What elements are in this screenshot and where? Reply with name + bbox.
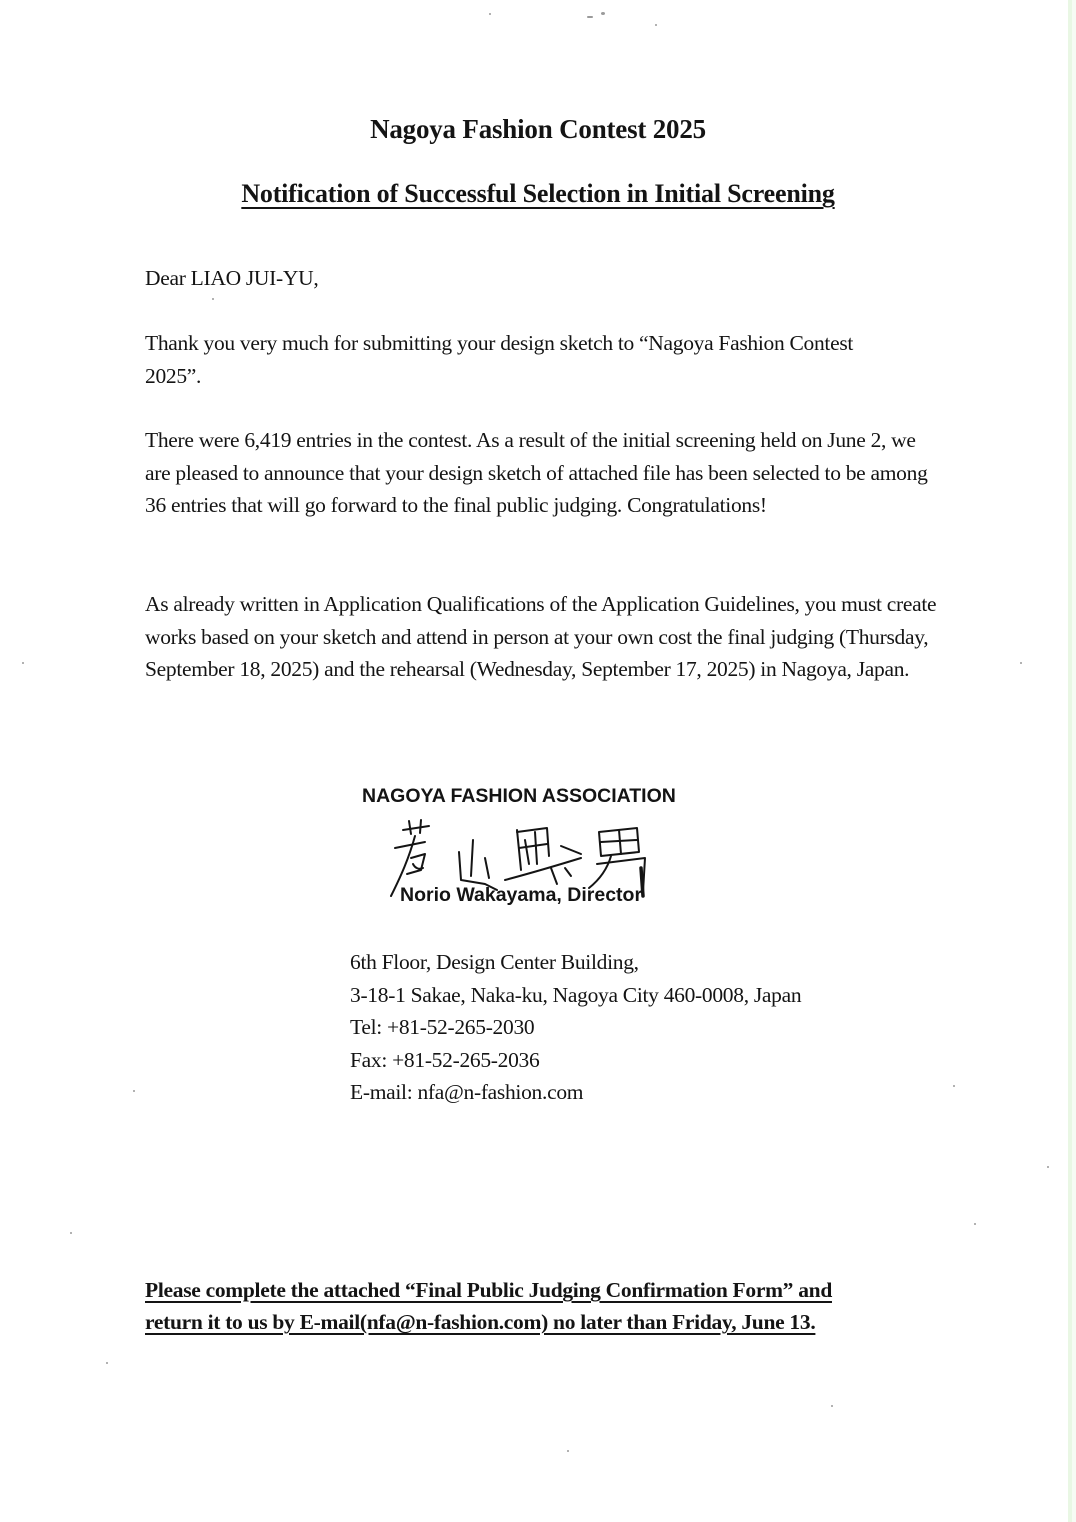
scan-speck <box>831 1405 833 1407</box>
organization-name: NAGOYA FASHION ASSOCIATION <box>362 785 676 807</box>
scan-speck <box>70 1232 72 1234</box>
scan-speck <box>106 1362 108 1364</box>
scan-speck <box>212 298 214 300</box>
signer-name: Norio Wakayama, Director <box>400 884 643 906</box>
fax: Fax: +81-52-265-2036 <box>350 1047 540 1072</box>
paragraph-selection: There were 6,419 entries in the contest. As a result of the initial screening held on June 2, we are pleased to announce that your design sketch of attached file has been selected to be among 36 entries that will go forward to the final public judging. Congratulations! <box>145 428 928 517</box>
scan-speck <box>489 13 491 15</box>
address-line-1: 6th Floor, Design Center Building, <box>350 950 639 974</box>
scan-speck <box>953 1085 955 1087</box>
scan-speck <box>601 12 605 15</box>
address-block <box>350 946 801 1109</box>
email: E-mail: nfa@n-fashion.com <box>350 1080 584 1104</box>
notice-line-1: Please complete the attached “Final Public Judging Confirmation Form” and <box>145 1278 832 1302</box>
scan-speck <box>1020 662 1022 664</box>
paragraph-attendance: As already written in Application Qualifications of the Application Guidelines, you must create works based on your sketch and attend in person at your own cost the final judging (Thursday, September 18, 2025) and the rehearsal (Wednesday, September 17, 2025) in Nagoya, Japan. <box>145 592 937 681</box>
scan-speck <box>974 1223 976 1225</box>
scan-edge-strip-light <box>1072 0 1076 1522</box>
scan-speck <box>133 1090 135 1092</box>
telephone: Tel: +81-52-265-2030 <box>350 1015 535 1039</box>
document-subtitle: Notification of Successful Selection in Initial Screening <box>241 179 835 208</box>
scan-speck <box>567 1450 569 1452</box>
address-line-2: 3-18-1 Sakae, Naka-ku, Nagoya City 460-0008, Japan <box>350 982 802 1007</box>
scan-speck <box>655 24 657 26</box>
scan-speck <box>22 662 24 664</box>
return-form-notice <box>145 1274 945 1338</box>
scan-speck <box>587 16 593 18</box>
document-title: Nagoya Fashion Contest 2025 <box>370 114 706 144</box>
notice-line-2: return it to us by E-mail(nfa@n-fashion.com) no later than Friday, June 13. <box>145 1310 816 1334</box>
scan-speck <box>1047 1166 1049 1168</box>
salutation: Dear LIAO JUI-YU, <box>145 266 319 290</box>
paragraph-thanks: Thank you very much for submitting your design sketch to “Nagoya Fashion Contest 2025”. <box>145 331 854 388</box>
